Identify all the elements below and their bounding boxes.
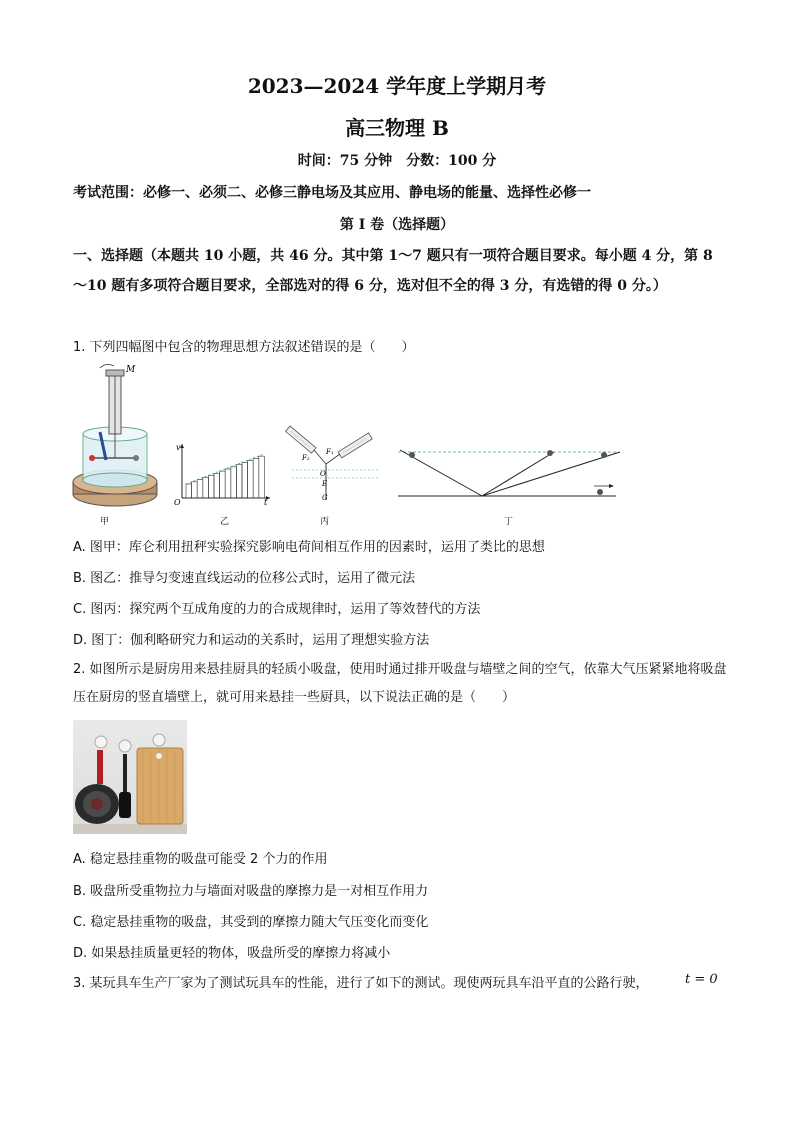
figure-caption-bing: 丙 xyxy=(320,517,330,527)
figure-caption-ding: 丁 xyxy=(504,517,514,527)
graph-label-o: O xyxy=(174,498,181,506)
vt-bar xyxy=(253,458,259,498)
question-1-option-d[interactable]: D. 图丁：伽利略研究力和运动的关系时，运用了理想实验方法 xyxy=(73,633,430,648)
volume-heading: 第 I 卷（选择题） xyxy=(339,217,455,233)
vt-bar xyxy=(220,471,226,498)
vt-bar xyxy=(203,478,209,498)
vt-bar xyxy=(231,467,237,498)
vt-graph-bars xyxy=(186,456,264,498)
question-1-option-b[interactable]: B. 图乙：推导匀变速直线运动的位移公式时，运用了微元法 xyxy=(73,571,416,586)
point-label-o: O xyxy=(320,470,326,478)
exam-meta: 时间：75 分钟 分数：100 分 xyxy=(297,153,497,169)
question-3-stem-text: 3. 某玩具车生产厂家为了测试玩具车的性能，进行了如下的测试。现使两玩具车沿平直的公路行驶， xyxy=(73,976,649,991)
figure-force-combination xyxy=(282,420,382,506)
exam-subject: 高三物理 B xyxy=(345,116,449,140)
question-3-stem-tail: t = 0 xyxy=(685,972,718,987)
question-2-option-c[interactable]: C. 稳定悬挂重物的吸盘，其受到的摩擦力随大气压变化而变化 xyxy=(73,915,429,930)
exam-scope: 考试范围：必修一、必须二、必修三静电场及其应用、静电场的能量、选择性必修一 xyxy=(73,185,591,201)
figure-caption-yi: 乙 xyxy=(220,517,230,527)
question-1-option-c[interactable]: C. 图丙：探究两个互成角度的力的合成规律时，运用了等效替代的方法 xyxy=(73,602,481,617)
force-label-f2: F₂ xyxy=(302,454,310,462)
exam-title: 2023—2024 学年度上学期月考 xyxy=(247,74,547,98)
vt-bar xyxy=(236,465,242,498)
graph-label-v: v xyxy=(176,443,181,452)
question-3-stem xyxy=(73,972,718,991)
section-instruction: 一、选择题（本题共 10 小题，共 46 分。其中第 1～7 题只有一项符合题目要求。每小题 4 分，第 8～10 题有多项符合题目要求，全部选对的得 6 分，选对但不全的得 3 分，有选错的得 0 分。） xyxy=(73,248,713,294)
vt-bar xyxy=(248,460,254,498)
graph-label-t: t xyxy=(264,498,268,506)
question-1-stem: 1. 下列四幅图中包含的物理思想方法叙述错误的是（ ） xyxy=(73,340,415,355)
vt-bar xyxy=(197,480,203,498)
vt-bar xyxy=(225,469,231,498)
vt-bar xyxy=(192,482,198,498)
figure-vt-graph xyxy=(172,442,272,506)
suction-hook-photo xyxy=(73,720,187,834)
figure-caption-jia: 甲 xyxy=(100,517,110,527)
question-2-option-d[interactable]: D. 如果悬挂质量更轻的物体，吸盘所受的摩擦力将减小 xyxy=(73,946,391,961)
question-2-option-a[interactable]: A. 稳定悬挂重物的吸盘可能受 2 个力的作用 xyxy=(73,852,328,867)
vt-bar xyxy=(186,484,192,498)
vt-bar xyxy=(242,463,248,498)
force-label-f1: F₁ xyxy=(326,448,334,456)
figure-ideal-experiment xyxy=(394,444,622,504)
vt-bar xyxy=(214,473,220,498)
vt-bar xyxy=(259,456,265,498)
question-1-option-a[interactable]: A. 图甲：库仑利用扭秤实验探究影响电荷间相互作用的因素时，运用了类比的思想 xyxy=(73,540,545,555)
torsion-label-m: M xyxy=(126,365,136,375)
question-2-option-b[interactable]: B. 吸盘所受重物拉力与墙面对吸盘的摩擦力是一对相互作用力 xyxy=(73,884,429,899)
question-2-stem: 2. 如图所示是厨房用来悬挂厨具的轻质小吸盘，使用时通过排开吸盘与墙壁之间的空气，依靠大气压紧紧地将吸盘压在厨房的竖直墙壁上，就可用来悬挂一些厨具，以下说法正确的是（ ） xyxy=(73,662,727,705)
vt-bar xyxy=(208,475,214,498)
point-label-g: G xyxy=(322,494,328,502)
figure-torsion-balance xyxy=(70,362,160,512)
point-label-e: E xyxy=(322,480,328,488)
